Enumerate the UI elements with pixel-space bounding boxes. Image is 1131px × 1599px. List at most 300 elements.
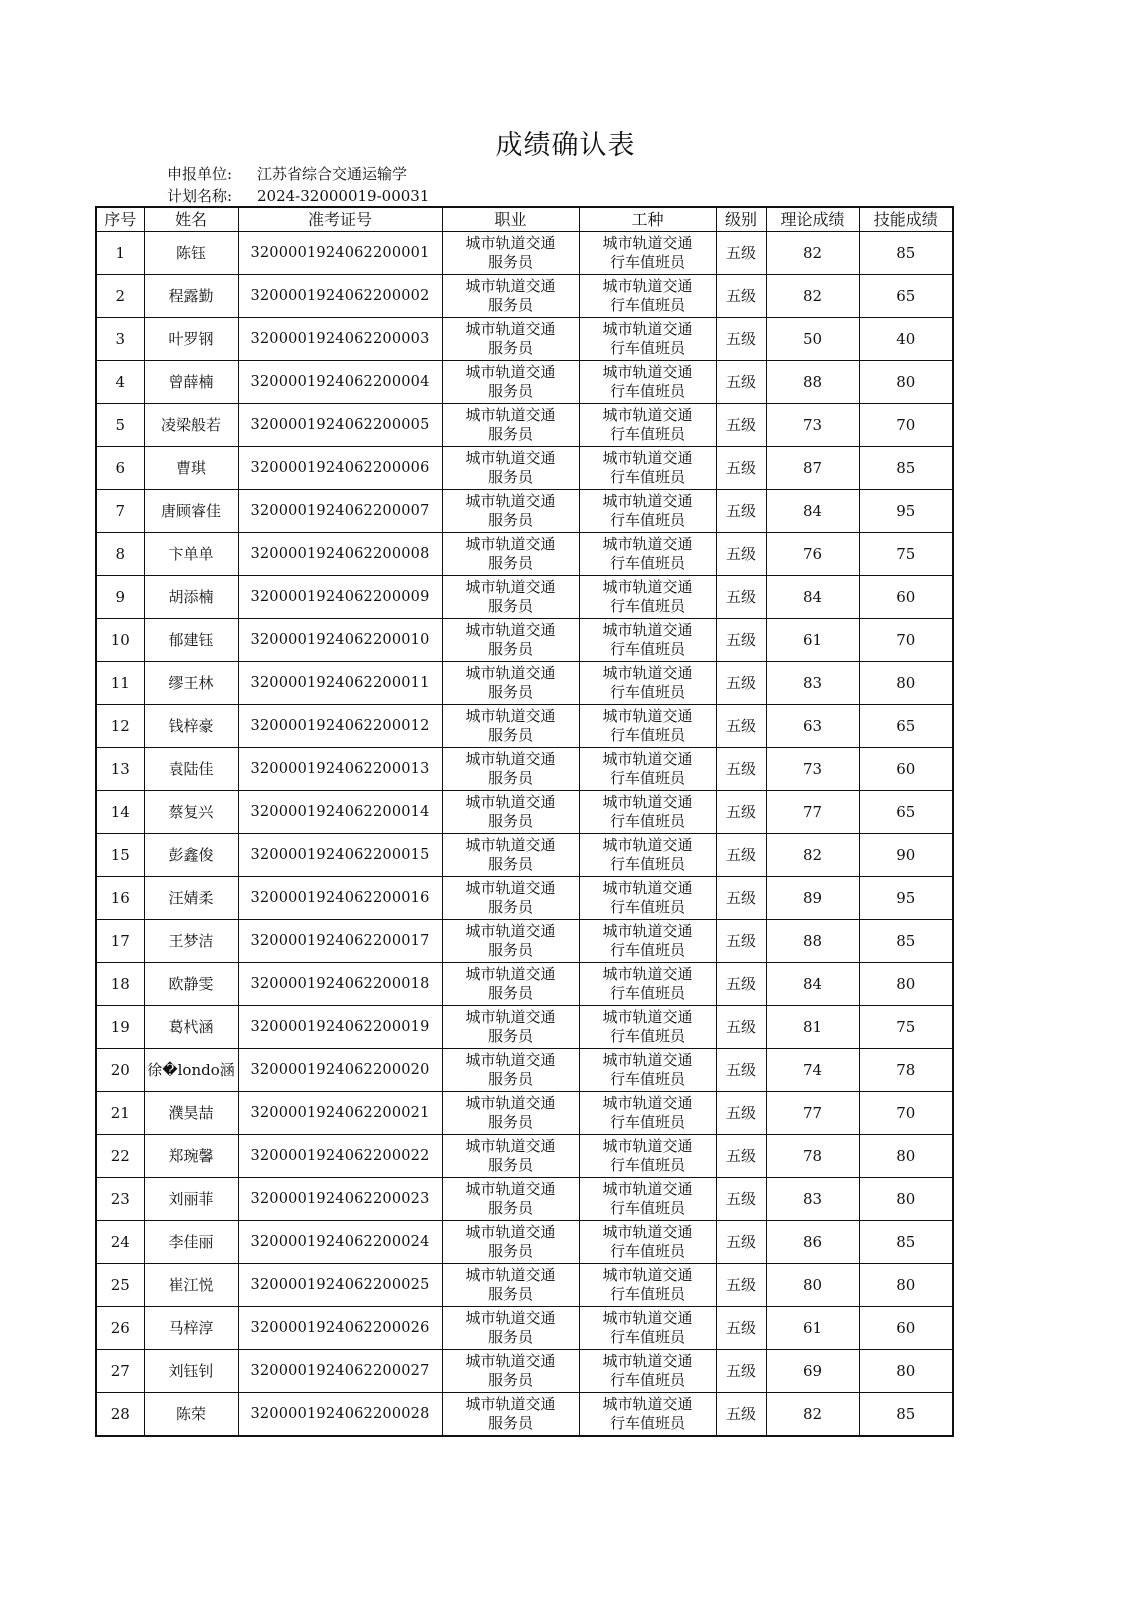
job-type [579, 1092, 716, 1135]
level: 五级 [716, 1264, 766, 1307]
job-type [579, 1135, 716, 1178]
occupation [442, 963, 579, 1006]
theory-score: 78 [766, 1135, 859, 1178]
occupation-line1: 城市轨道交通 [465, 234, 556, 252]
job-type-line1: 城市轨道交通 [602, 1008, 693, 1026]
level: 五级 [716, 533, 766, 576]
job-type-line1: 城市轨道交通 [602, 1266, 693, 1284]
theory-score: 74 [766, 1049, 859, 1092]
table-row [96, 1092, 953, 1135]
score-table [95, 206, 954, 1437]
occupation [442, 447, 579, 490]
candidate-name: 濮昊喆 [144, 1092, 238, 1135]
job-type-line1: 城市轨道交通 [602, 449, 693, 467]
level: 五级 [716, 318, 766, 361]
exam-id: 3200001924062200024 [238, 1221, 442, 1264]
job-type-line1: 城市轨道交通 [602, 922, 693, 940]
plan-name-value: 2024-32000019-00031 [257, 187, 430, 205]
job-type-line1: 城市轨道交通 [602, 1094, 693, 1112]
job-type-line2: 行车值班员 [609, 726, 685, 744]
occupation-line2: 服务员 [487, 640, 533, 658]
row-number: 26 [96, 1307, 144, 1350]
job-type [579, 1221, 716, 1264]
occupation-line1: 城市轨道交通 [465, 578, 556, 596]
applicant-unit [167, 164, 407, 184]
row-number: 5 [96, 404, 144, 447]
row-number: 16 [96, 877, 144, 920]
occupation [442, 318, 579, 361]
job-type-line2: 行车值班员 [609, 597, 685, 615]
job-type [579, 1307, 716, 1350]
table-row [96, 533, 953, 576]
row-number: 17 [96, 920, 144, 963]
job-type-line2: 行车值班员 [609, 941, 685, 959]
job-type [579, 447, 716, 490]
candidate-name: 曹琪 [144, 447, 238, 490]
occupation-line1: 城市轨道交通 [465, 277, 556, 295]
job-type [579, 490, 716, 533]
occupation-line2: 服务员 [487, 1371, 533, 1389]
exam-id: 3200001924062200021 [238, 1092, 442, 1135]
candidate-name: 陈钰 [144, 232, 238, 275]
table-row [96, 748, 953, 791]
job-type-line2: 行车值班员 [609, 554, 685, 572]
occupation-line2: 服务员 [487, 898, 533, 916]
occupation [442, 619, 579, 662]
occupation-line2: 服务员 [487, 597, 533, 615]
table-row [96, 1006, 953, 1049]
job-type [579, 877, 716, 920]
applicant-unit-value: 江苏省综合交通运输学 [257, 165, 408, 183]
occupation [442, 1006, 579, 1049]
occupation-line2: 服务员 [487, 1156, 533, 1174]
col-header-level: 级别 [716, 207, 766, 232]
job-type-line1: 城市轨道交通 [602, 1395, 693, 1413]
candidate-name: 叶罗钢 [144, 318, 238, 361]
occupation-line1: 城市轨道交通 [465, 1266, 556, 1284]
job-type-line1: 城市轨道交通 [602, 492, 693, 510]
col-header-skill-score: 技能成绩 [859, 207, 953, 232]
occupation-line2: 服务员 [487, 253, 533, 271]
job-type-line2: 行车值班员 [609, 898, 685, 916]
theory-score: 84 [766, 576, 859, 619]
row-number: 8 [96, 533, 144, 576]
table-row [96, 877, 953, 920]
job-type-line1: 城市轨道交通 [602, 1051, 693, 1069]
theory-score: 82 [766, 275, 859, 318]
candidate-name: 程露勤 [144, 275, 238, 318]
job-type [579, 1178, 716, 1221]
level: 五级 [716, 705, 766, 748]
occupation [442, 1135, 579, 1178]
occupation-line1: 城市轨道交通 [465, 707, 556, 725]
table-row [96, 963, 953, 1006]
row-number: 9 [96, 576, 144, 619]
job-type [579, 705, 716, 748]
occupation-line1: 城市轨道交通 [465, 1051, 556, 1069]
candidate-name: 袁陆佳 [144, 748, 238, 791]
exam-id: 3200001924062200019 [238, 1006, 442, 1049]
skill-score: 65 [859, 791, 953, 834]
level: 五级 [716, 1350, 766, 1393]
applicant-unit-label: 申报单位: [167, 165, 233, 183]
job-type-line2: 行车值班员 [609, 1285, 685, 1303]
job-type [579, 1393, 716, 1437]
occupation-line2: 服务员 [487, 468, 533, 486]
candidate-name: 凌梁般若 [144, 404, 238, 447]
occupation-line1: 城市轨道交通 [465, 1180, 556, 1198]
job-type-line2: 行车值班员 [609, 1328, 685, 1346]
occupation [442, 834, 579, 877]
exam-id: 3200001924062200015 [238, 834, 442, 877]
job-type-line2: 行车值班员 [609, 425, 685, 443]
row-number: 23 [96, 1178, 144, 1221]
job-type-line2: 行车值班员 [609, 769, 685, 787]
job-type-line1: 城市轨道交通 [602, 535, 693, 553]
occupation-line2: 服务员 [487, 511, 533, 529]
table-header-row [96, 207, 953, 232]
candidate-name: 唐顾睿佳 [144, 490, 238, 533]
candidate-name: 郑琬馨 [144, 1135, 238, 1178]
job-type-line2: 行车值班员 [609, 1027, 685, 1045]
candidate-name: 欧静雯 [144, 963, 238, 1006]
job-type-line1: 城市轨道交通 [602, 1223, 693, 1241]
occupation-line1: 城市轨道交通 [465, 363, 556, 381]
job-type-line1: 城市轨道交通 [602, 1137, 693, 1155]
job-type [579, 361, 716, 404]
skill-score: 70 [859, 404, 953, 447]
table-row [96, 232, 953, 275]
theory-score: 84 [766, 490, 859, 533]
row-number: 12 [96, 705, 144, 748]
row-number: 27 [96, 1350, 144, 1393]
occupation [442, 791, 579, 834]
theory-score: 77 [766, 1092, 859, 1135]
job-type-line2: 行车值班员 [609, 382, 685, 400]
row-number: 19 [96, 1006, 144, 1049]
occupation-line1: 城市轨道交通 [465, 621, 556, 639]
occupation-line2: 服务员 [487, 554, 533, 572]
job-type-line2: 行车值班员 [609, 296, 685, 314]
job-type-line2: 行车值班员 [609, 1414, 685, 1432]
exam-id: 3200001924062200012 [238, 705, 442, 748]
skill-score: 70 [859, 1092, 953, 1135]
theory-score: 83 [766, 1178, 859, 1221]
theory-score: 73 [766, 404, 859, 447]
occupation-line2: 服务员 [487, 855, 533, 873]
occupation-line1: 城市轨道交通 [465, 1137, 556, 1155]
job-type-line2: 行车值班员 [609, 1199, 685, 1217]
table-row [96, 619, 953, 662]
occupation-line1: 城市轨道交通 [465, 1223, 556, 1241]
occupation-line1: 城市轨道交通 [465, 406, 556, 424]
level: 五级 [716, 1178, 766, 1221]
candidate-name: 刘丽菲 [144, 1178, 238, 1221]
job-type-line1: 城市轨道交通 [602, 836, 693, 854]
level: 五级 [716, 619, 766, 662]
table-row [96, 1264, 953, 1307]
exam-id: 3200001924062200009 [238, 576, 442, 619]
job-type [579, 275, 716, 318]
table-row [96, 1135, 953, 1178]
occupation-line1: 城市轨道交通 [465, 1008, 556, 1026]
occupation-line1: 城市轨道交通 [465, 1094, 556, 1112]
job-type-line1: 城市轨道交通 [602, 793, 693, 811]
row-number: 18 [96, 963, 144, 1006]
level: 五级 [716, 232, 766, 275]
theory-score: 84 [766, 963, 859, 1006]
occupation [442, 1307, 579, 1350]
theory-score: 86 [766, 1221, 859, 1264]
skill-score: 78 [859, 1049, 953, 1092]
plan-name-label: 计划名称: [167, 187, 233, 205]
job-type-line1: 城市轨道交通 [602, 234, 693, 252]
theory-score: 61 [766, 619, 859, 662]
table-row [96, 490, 953, 533]
exam-id: 3200001924062200017 [238, 920, 442, 963]
row-number: 4 [96, 361, 144, 404]
skill-score: 80 [859, 1178, 953, 1221]
candidate-name: 崔江悦 [144, 1264, 238, 1307]
skill-score: 60 [859, 576, 953, 619]
exam-id: 3200001924062200011 [238, 662, 442, 705]
job-type-line1: 城市轨道交通 [602, 1352, 693, 1370]
theory-score: 76 [766, 533, 859, 576]
exam-id: 3200001924062200018 [238, 963, 442, 1006]
occupation-line2: 服务员 [487, 1113, 533, 1131]
occupation [442, 275, 579, 318]
row-number: 3 [96, 318, 144, 361]
skill-score: 85 [859, 1221, 953, 1264]
theory-score: 82 [766, 1393, 859, 1437]
job-type-line2: 行车值班员 [609, 468, 685, 486]
job-type [579, 834, 716, 877]
job-type-line2: 行车值班员 [609, 339, 685, 357]
job-type-line2: 行车值班员 [609, 855, 685, 873]
exam-id: 3200001924062200027 [238, 1350, 442, 1393]
occupation-line2: 服务员 [487, 726, 533, 744]
candidate-name: 刘钰钊 [144, 1350, 238, 1393]
job-type [579, 1264, 716, 1307]
exam-id: 3200001924062200006 [238, 447, 442, 490]
job-type [579, 619, 716, 662]
table-row [96, 318, 953, 361]
row-number: 1 [96, 232, 144, 275]
page-title: 成绩确认表 [495, 130, 636, 161]
row-number: 24 [96, 1221, 144, 1264]
table-row [96, 1178, 953, 1221]
level: 五级 [716, 748, 766, 791]
level: 五级 [716, 1221, 766, 1264]
job-type-line2: 行车值班员 [609, 984, 685, 1002]
candidate-name: 汪婧柔 [144, 877, 238, 920]
occupation [442, 232, 579, 275]
occupation-line2: 服务员 [487, 425, 533, 443]
job-type-line2: 行车值班员 [609, 1242, 685, 1260]
exam-id: 3200001924062200003 [238, 318, 442, 361]
col-header-job-type: 工种 [579, 207, 716, 232]
job-type-line1: 城市轨道交通 [602, 965, 693, 983]
job-type [579, 963, 716, 1006]
occupation-line1: 城市轨道交通 [465, 535, 556, 553]
occupation [442, 1221, 579, 1264]
row-number: 11 [96, 662, 144, 705]
col-header-exam-id: 准考证号 [238, 207, 442, 232]
occupation [442, 361, 579, 404]
occupation-line2: 服务员 [487, 812, 533, 830]
level: 五级 [716, 1006, 766, 1049]
job-type-line2: 行车值班员 [609, 253, 685, 271]
level: 五级 [716, 1135, 766, 1178]
job-type [579, 1049, 716, 1092]
table-row [96, 275, 953, 318]
skill-score: 80 [859, 361, 953, 404]
occupation [442, 705, 579, 748]
exam-id: 3200001924062200007 [238, 490, 442, 533]
table-row [96, 404, 953, 447]
table-row [96, 361, 953, 404]
level: 五级 [716, 361, 766, 404]
exam-id: 3200001924062200001 [238, 232, 442, 275]
candidate-name: 缪王林 [144, 662, 238, 705]
table-row [96, 662, 953, 705]
occupation-line2: 服务员 [487, 1414, 533, 1432]
occupation-line2: 服务员 [487, 769, 533, 787]
candidate-name: 蔡复兴 [144, 791, 238, 834]
level: 五级 [716, 1049, 766, 1092]
job-type-line1: 城市轨道交通 [602, 277, 693, 295]
level: 五级 [716, 963, 766, 1006]
occupation-line2: 服务员 [487, 296, 533, 314]
occupation-line2: 服务员 [487, 339, 533, 357]
table-body [96, 232, 953, 1437]
job-type-line1: 城市轨道交通 [602, 320, 693, 338]
theory-score: 80 [766, 1264, 859, 1307]
occupation-line1: 城市轨道交通 [465, 750, 556, 768]
col-header-occupation: 职业 [442, 207, 579, 232]
occupation [442, 662, 579, 705]
occupation-line2: 服务员 [487, 941, 533, 959]
theory-score: 83 [766, 662, 859, 705]
col-header-theory-score: 理论成绩 [766, 207, 859, 232]
skill-score: 85 [859, 920, 953, 963]
exam-id: 3200001924062200023 [238, 1178, 442, 1221]
occupation [442, 1049, 579, 1092]
occupation [442, 748, 579, 791]
job-type [579, 404, 716, 447]
table-row [96, 834, 953, 877]
exam-id: 3200001924062200026 [238, 1307, 442, 1350]
job-type-line1: 城市轨道交通 [602, 707, 693, 725]
row-number: 2 [96, 275, 144, 318]
occupation-line1: 城市轨道交通 [465, 965, 556, 983]
job-type-line1: 城市轨道交通 [602, 1180, 693, 1198]
col-header-no: 序号 [96, 207, 144, 232]
row-number: 25 [96, 1264, 144, 1307]
exam-id: 3200001924062200028 [238, 1393, 442, 1437]
job-type [579, 791, 716, 834]
occupation-line1: 城市轨道交通 [465, 1352, 556, 1370]
occupation-line2: 服务员 [487, 382, 533, 400]
skill-score: 80 [859, 662, 953, 705]
job-type [579, 232, 716, 275]
level: 五级 [716, 1092, 766, 1135]
occupation [442, 576, 579, 619]
candidate-name: 王梦洁 [144, 920, 238, 963]
skill-score: 95 [859, 877, 953, 920]
table-row [96, 1049, 953, 1092]
job-type-line2: 行车值班员 [609, 812, 685, 830]
exam-id: 3200001924062200002 [238, 275, 442, 318]
table-row [96, 1350, 953, 1393]
job-type-line2: 行车值班员 [609, 1371, 685, 1389]
occupation-line1: 城市轨道交通 [465, 320, 556, 338]
table-row [96, 1393, 953, 1437]
level: 五级 [716, 275, 766, 318]
skill-score: 85 [859, 447, 953, 490]
occupation-line2: 服务员 [487, 1199, 533, 1217]
table-row [96, 705, 953, 748]
job-type [579, 1006, 716, 1049]
job-type-line2: 行车值班员 [609, 640, 685, 658]
table-row [96, 576, 953, 619]
skill-score: 60 [859, 1307, 953, 1350]
skill-score: 95 [859, 490, 953, 533]
table-row [96, 1221, 953, 1264]
level: 五级 [716, 1307, 766, 1350]
skill-score: 70 [859, 619, 953, 662]
occupation-line1: 城市轨道交通 [465, 793, 556, 811]
exam-id: 3200001924062200020 [238, 1049, 442, 1092]
occupation-line2: 服务员 [487, 1285, 533, 1303]
job-type [579, 662, 716, 705]
level: 五级 [716, 920, 766, 963]
level: 五级 [716, 1393, 766, 1437]
job-type [579, 576, 716, 619]
job-type [579, 1350, 716, 1393]
skill-score: 60 [859, 748, 953, 791]
plan-name [167, 186, 429, 206]
exam-id: 3200001924062200014 [238, 791, 442, 834]
skill-score: 85 [859, 1393, 953, 1437]
occupation [442, 533, 579, 576]
theory-score: 61 [766, 1307, 859, 1350]
exam-id: 3200001924062200008 [238, 533, 442, 576]
level: 五级 [716, 490, 766, 533]
row-number: 13 [96, 748, 144, 791]
table-row [96, 920, 953, 963]
skill-score: 90 [859, 834, 953, 877]
occupation-line2: 服务员 [487, 683, 533, 701]
theory-score: 77 [766, 791, 859, 834]
level: 五级 [716, 834, 766, 877]
skill-score: 80 [859, 1350, 953, 1393]
exam-id: 3200001924062200025 [238, 1264, 442, 1307]
level: 五级 [716, 791, 766, 834]
occupation [442, 404, 579, 447]
candidate-name: 卞单单 [144, 533, 238, 576]
exam-id: 3200001924062200010 [238, 619, 442, 662]
table-row [96, 447, 953, 490]
theory-score: 88 [766, 920, 859, 963]
job-type-line1: 城市轨道交通 [602, 363, 693, 381]
occupation-line1: 城市轨道交通 [465, 492, 556, 510]
job-type-line1: 城市轨道交通 [602, 621, 693, 639]
occupation-line1: 城市轨道交通 [465, 449, 556, 467]
occupation [442, 1393, 579, 1437]
occupation-line1: 城市轨道交通 [465, 922, 556, 940]
row-number: 7 [96, 490, 144, 533]
